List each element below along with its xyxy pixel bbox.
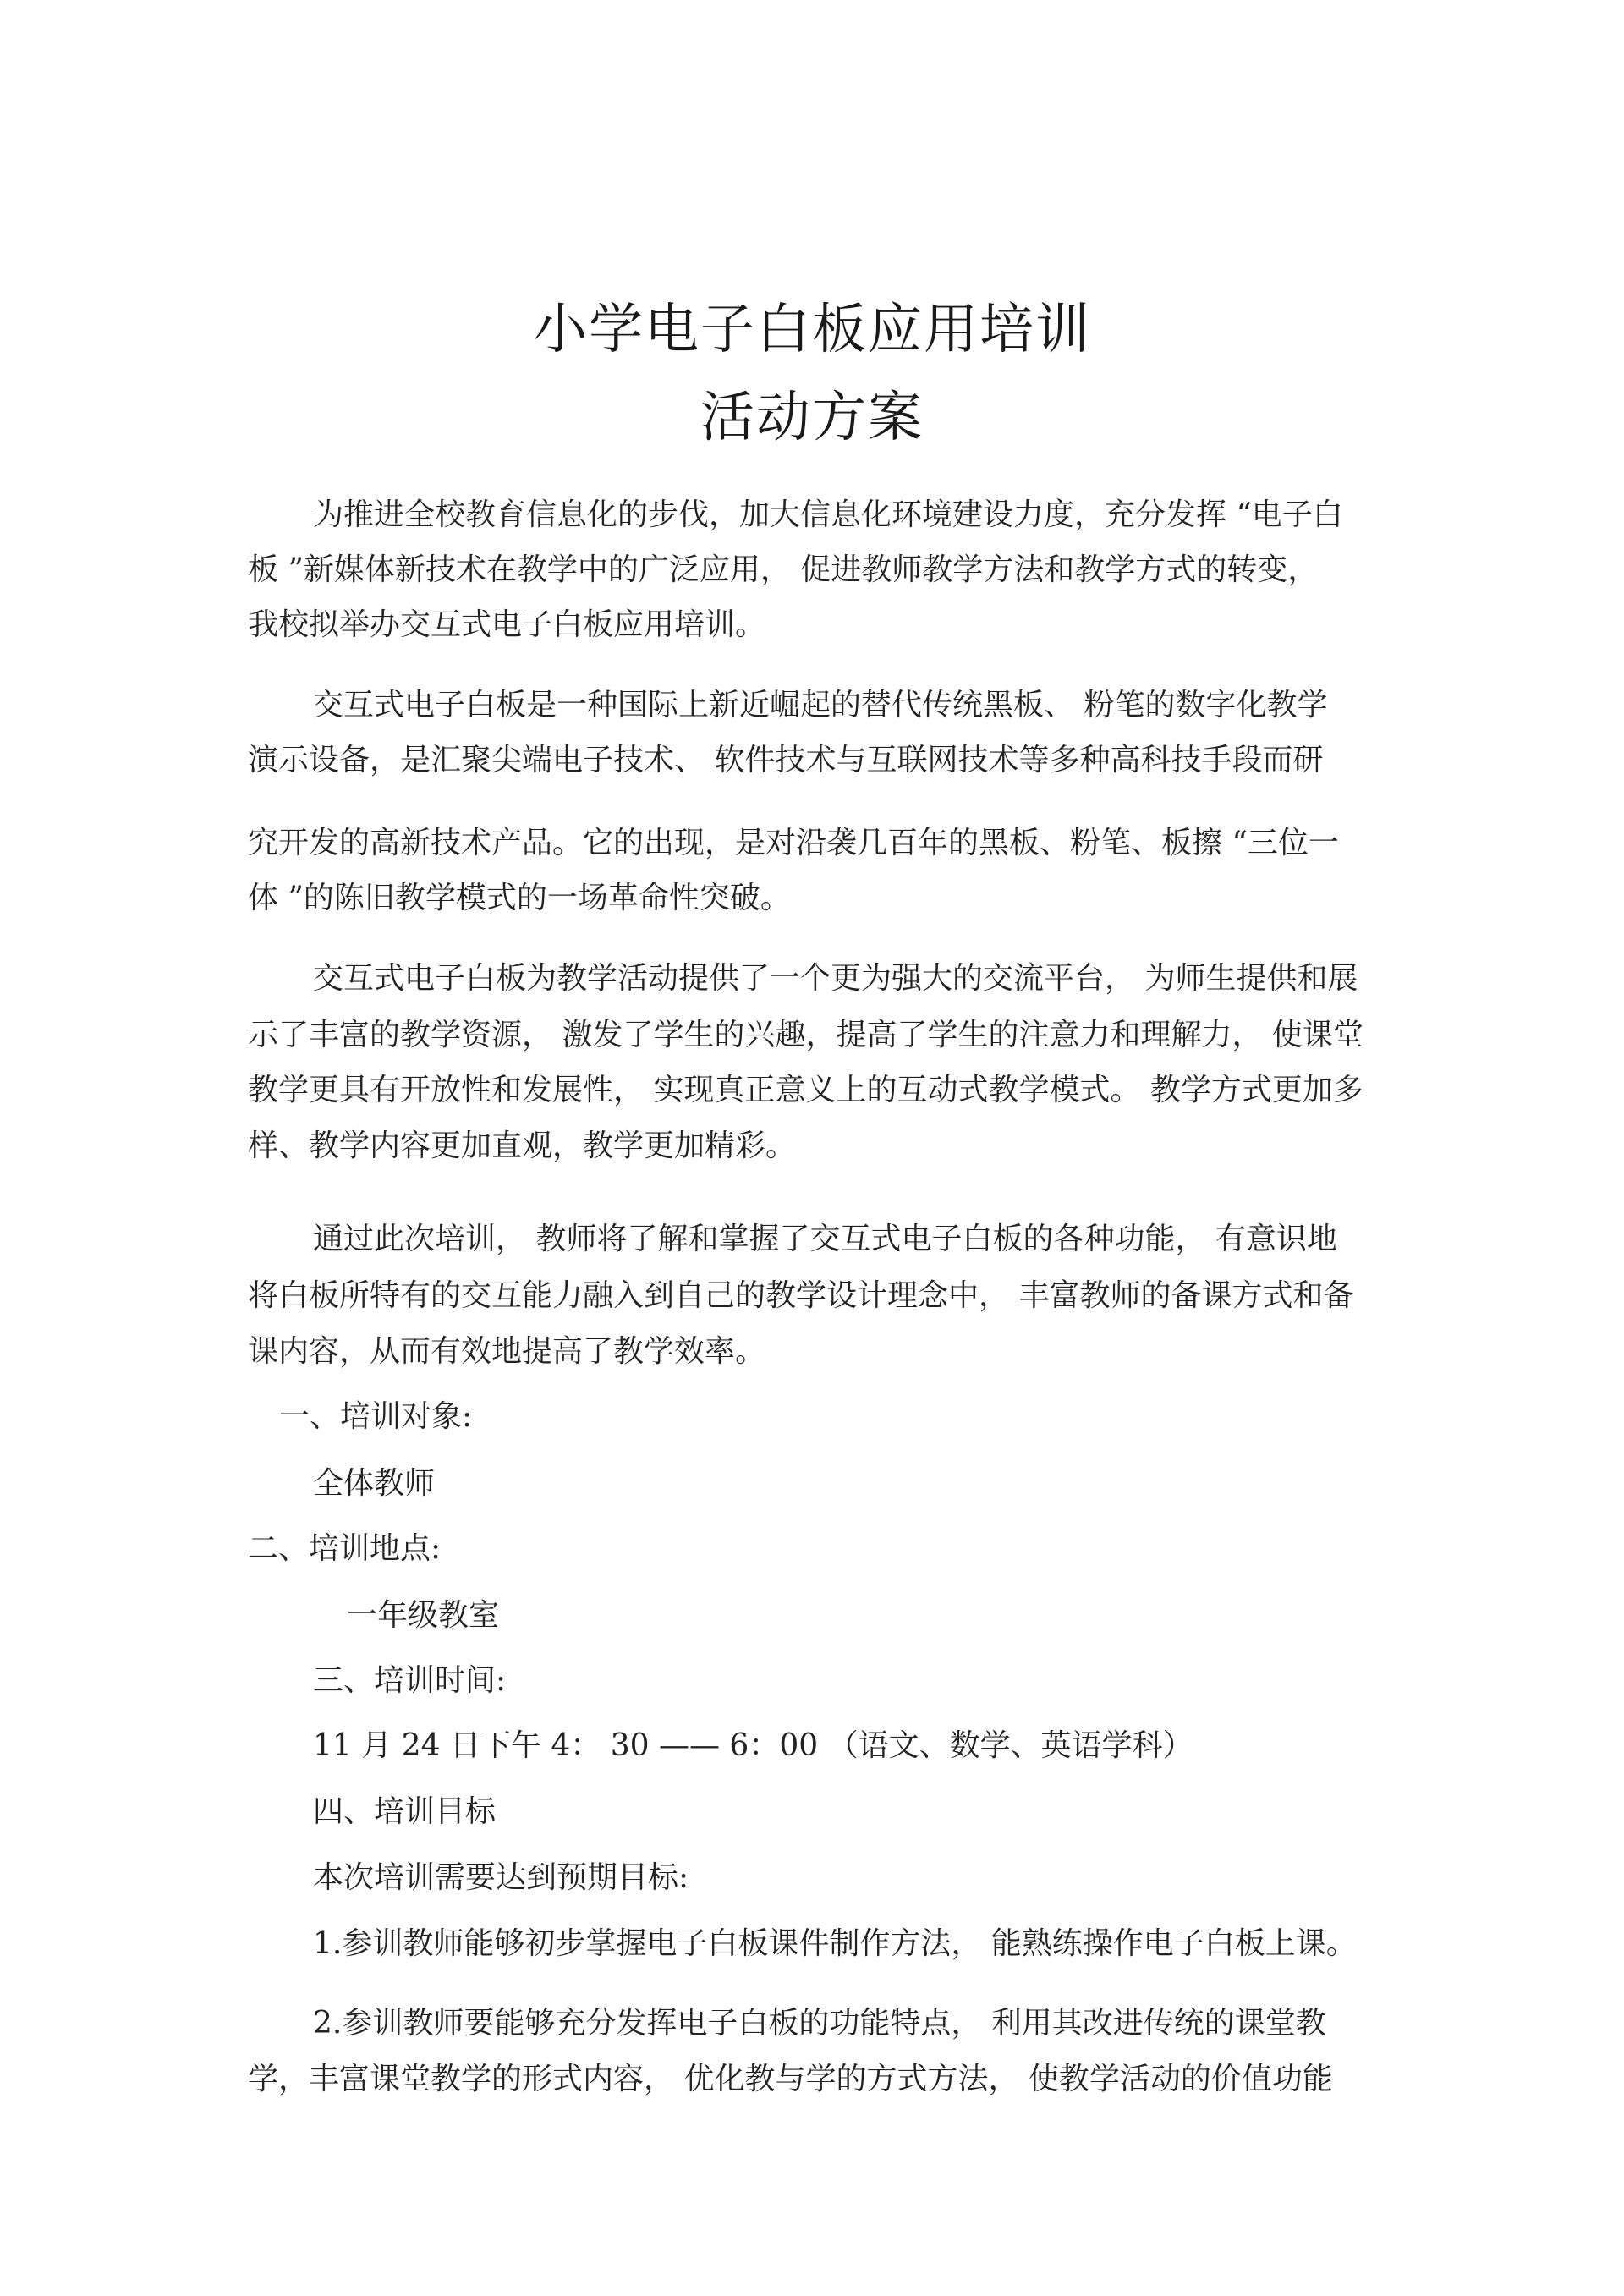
section1-value: 全体教师: [313, 1466, 436, 1501]
para2-line2: 演示设备，是汇聚尖端电子技术、 软件技术与互联网技术等多种高科技手段而研: [248, 743, 1324, 777]
section4-heading: 四、培训目标: [313, 1794, 497, 1829]
para4-line1: 通过此次培训， 教师将了解和掌握了交互式电子白板的各种功能， 有意识地: [313, 1222, 1337, 1256]
para1-line3: 我校拟举办交互式电子白板应用培训。: [248, 607, 766, 642]
section4-intro: 本次培训需要达到预期目标:: [313, 1860, 689, 1895]
para3-line3: 教学更具有开放性和发展性， 实现真正意义上的互动式教学模式。 教学方式更加多: [248, 1073, 1363, 1107]
para3-line2: 示了丰富的教学资源， 激发了学生的兴趣，提高了学生的注意力和理解力， 使课堂: [248, 1018, 1363, 1052]
section3-value: 11 月 24 日下午 4： 30 —— 6：00 （语文、数学、英语学科）: [313, 1728, 1193, 1763]
document-title-line1: 小学电子白板应用培训: [533, 299, 1091, 361]
document-title-line2: 活动方案: [700, 387, 924, 449]
section3-heading: 三、培训时间:: [313, 1663, 507, 1698]
para4-line2: 将白板所特有的交互能力融入到自己的教学设计理念中， 丰富教师的备课方式和备: [248, 1278, 1354, 1313]
para3-line1: 交互式电子白板为教学活动提供了一个更为强大的交流平台， 为师生提供和展: [313, 961, 1358, 996]
section2-heading: 二、培训地点:: [248, 1531, 442, 1566]
section1-heading: 一、培训对象:: [279, 1399, 473, 1434]
goal1: 1.参训教师能够初步掌握电子白板课件制作方法， 能熟练操作电子白板上课。: [313, 1926, 1357, 1961]
para2-line1: 交互式电子白板是一种国际上新近崛起的替代传统黑板、 粉笔的数字化教学: [313, 688, 1328, 722]
para1-line2: 板 ”新媒体新技术在教学中的广泛应用， 促进教师教学方法和教学方式的转变，: [248, 552, 1319, 587]
section2-value: 一年级教室: [347, 1598, 500, 1633]
para2-line3: 究开发的高新技术产品。它的出现，是对沿袭几百年的黑板、粉笔、板擦 “三位一: [248, 826, 1339, 860]
para3-line4: 样、教学内容更加直观，教学更加精彩。: [248, 1129, 797, 1163]
goal2-line2: 学，丰富课堂教学的形式内容， 优化教与学的方式方法， 使教学活动的价值功能: [248, 2062, 1333, 2096]
para2-line4: 体 ”的陈旧教学模式的一场革命性突破。: [248, 881, 791, 915]
goal2-line1: 2.参训教师要能够充分发挥电子白板的功能特点， 利用其改进传统的课堂教: [313, 2006, 1326, 2041]
para4-line3: 课内容，从而有效地提高了教学效率。: [248, 1334, 766, 1369]
para1-line1: 为推进全校教育信息化的步伐，加大信息化环境建设力度，充分发挥 “电子白: [313, 497, 1343, 532]
